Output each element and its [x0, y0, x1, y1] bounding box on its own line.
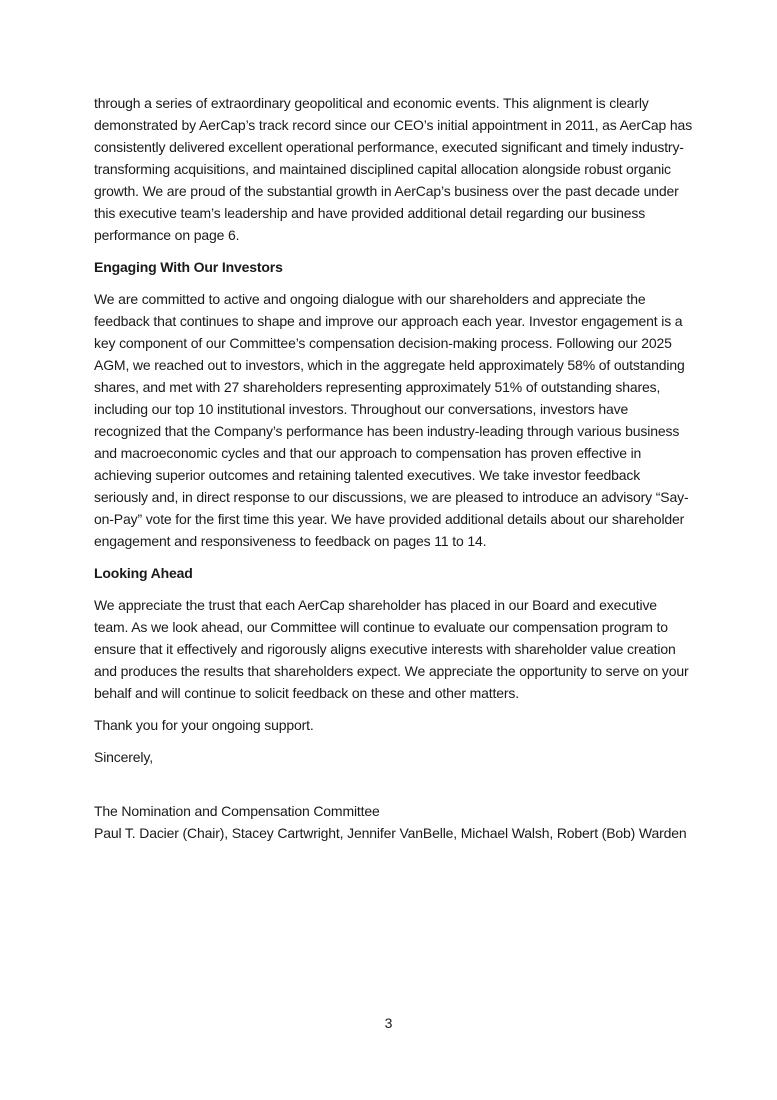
sign-off: Sincerely, — [94, 749, 153, 765]
page-number: 3 — [384, 1015, 393, 1031]
section-body-engaging-investors: We are committed to active and ongoing dialogue with our shareholders and appreciate the feedback that continues to shape and improve our approach each year. Investor engagement is a key component of our Committee’s compensation decision-making process. Following our 2025 AGM, we reached out to investors, which in the aggregate held approximately 58% of outstanding shares, and met with 27 shareholders representing approximately 51% of outstanding shares, including our top 10 institutional investors. Throughout our conversations, investors have recognized that the Company’s performance has been industry-leading through various business and macroeconomic cycles and that our approach to compensation has proven effective in achieving superior outcomes and retaining talented executives. We take investor feedback seriously and, in direct response to our discussions, we are pleased to introduce an advisory “Say-on-Pay” vote for the first time this year. We have provided additional details about our shareholder engagement and responsiveness to feedback on pages 11 to 14. — [94, 291, 689, 549]
signature-block — [94, 800, 694, 844]
section-heading-looking-ahead: Looking Ahead — [94, 565, 193, 581]
section-body-looking-ahead: We appreciate the trust that each AerCap shareholder has placed in our Board and executive team. As we look ahead, our Committee will continue to evaluate our compensation program to ensure that it effectively and rigorously aligns executive interests with shareholder value creation and produces the results that shareholders expect. We appreciate the opportunity to serve on your behalf and will continue to solicit feedback on these and other matters. — [94, 597, 689, 701]
committee-members: Paul T. Dacier (Chair), Stacey Cartwright, Jennifer VanBelle, Michael Walsh, Robert (Bob) Warden — [94, 825, 687, 841]
closing-line: Thank you for your ongoing support. — [94, 717, 314, 733]
committee-name: The Nomination and Compensation Committee — [94, 803, 380, 819]
intro-paragraph: through a series of extraordinary geopolitical and economic events. This alignment is clearly demonstrated by AerCap’s track record since our CEO’s initial appointment in 2011, as AerCap has consistently delivered excellent operational performance, executed significant and timely industry-transforming acquisitions, and maintained disciplined capital allocation alongside robust organic growth. We are proud of the substantial growth in AerCap’s business over the past decade under this executive team’s leadership and have provided additional detail regarding our business performance on page 6. — [94, 95, 693, 243]
document-page — [94, 92, 694, 844]
signature-gap — [94, 778, 694, 800]
section-heading-engaging-investors: Engaging With Our Investors — [94, 259, 283, 275]
